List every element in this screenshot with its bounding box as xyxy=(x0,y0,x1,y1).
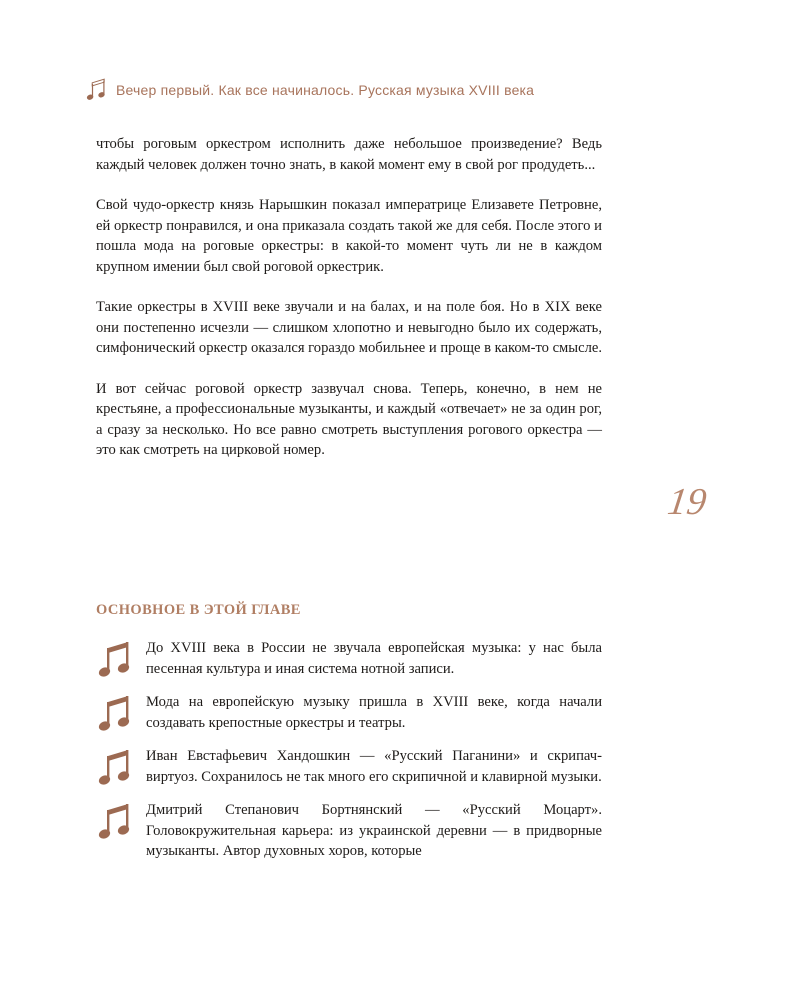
music-note-icon xyxy=(98,640,134,680)
summary-item xyxy=(96,692,602,733)
main-text xyxy=(96,134,602,481)
summary-item-text: До XVIII века в России не звучала европейская музыка: у нас была песенная культура и иная система нотной записи. xyxy=(146,640,602,677)
summary-item xyxy=(96,800,602,862)
page-number: 19 xyxy=(665,481,709,523)
summary-list xyxy=(96,638,602,875)
summary-item-text: Дмитрий Степанович Бортнянский — «Русский Моцарт». Головокружительная карьера: из украинской деревни — в придворные музыканты. Автор духовных хоров, которые xyxy=(146,802,602,859)
running-title: Вечер первый. Как все начиналось. Русская музыка XVIII века xyxy=(116,82,535,98)
summary-heading: ОСНОВНОЕ В ЭТОЙ ГЛАВЕ xyxy=(96,602,301,618)
paragraph: Свой чудо-оркестр князь Нарышкин показал императрице Елизавете Петровне, ей оркестр понравился, и она приказала создать такой же для себя. После этого и пошла мода на роговые оркестры: в какой-то момент чуть ли не в каждом крупном имении был свой роговой оркестрик. xyxy=(96,197,602,275)
running-header xyxy=(86,78,534,102)
paragraph: чтобы роговым оркестром исполнить даже небольшое произведение? Ведь каждый человек должен точно знать, в какой момент ему в свой рог продудеть... xyxy=(96,136,602,173)
music-note-icon xyxy=(98,694,134,734)
summary-item xyxy=(96,638,602,679)
summary-item xyxy=(96,746,602,787)
music-note-icon xyxy=(86,78,108,102)
paragraph: Такие оркестры в XVIII веке звучали и на балах, и на поле боя. Но в XIX веке они постепенно исчезли — слишком хлопотно и невыгодно было их содержать, симфонический оркестр оказался гораздо мобильнее и проще в каком-то смысле. xyxy=(96,299,602,356)
summary-item-text: Иван Евстафьевич Хандошкин — «Русский Паганини» и скрипач-виртуоз. Сохранилось не так много его скрипичной и клавирной музыки. xyxy=(146,748,602,785)
music-note-icon xyxy=(98,802,134,842)
paragraph: И вот сейчас роговой оркестр зазвучал снова. Теперь, конечно, в нем не крестьяне, а профессиональные музыканты, и каждый «отвечает» не за один рог, а сразу за несколько. Но все равно смотреть выступления рогового оркестра — это как смотреть на цирковой номер. xyxy=(96,380,602,458)
music-note-icon xyxy=(98,748,134,788)
summary-item-text: Мода на европейскую музыку пришла в XVIII веке, когда начали создавать крепостные оркестры и театры. xyxy=(146,694,602,731)
